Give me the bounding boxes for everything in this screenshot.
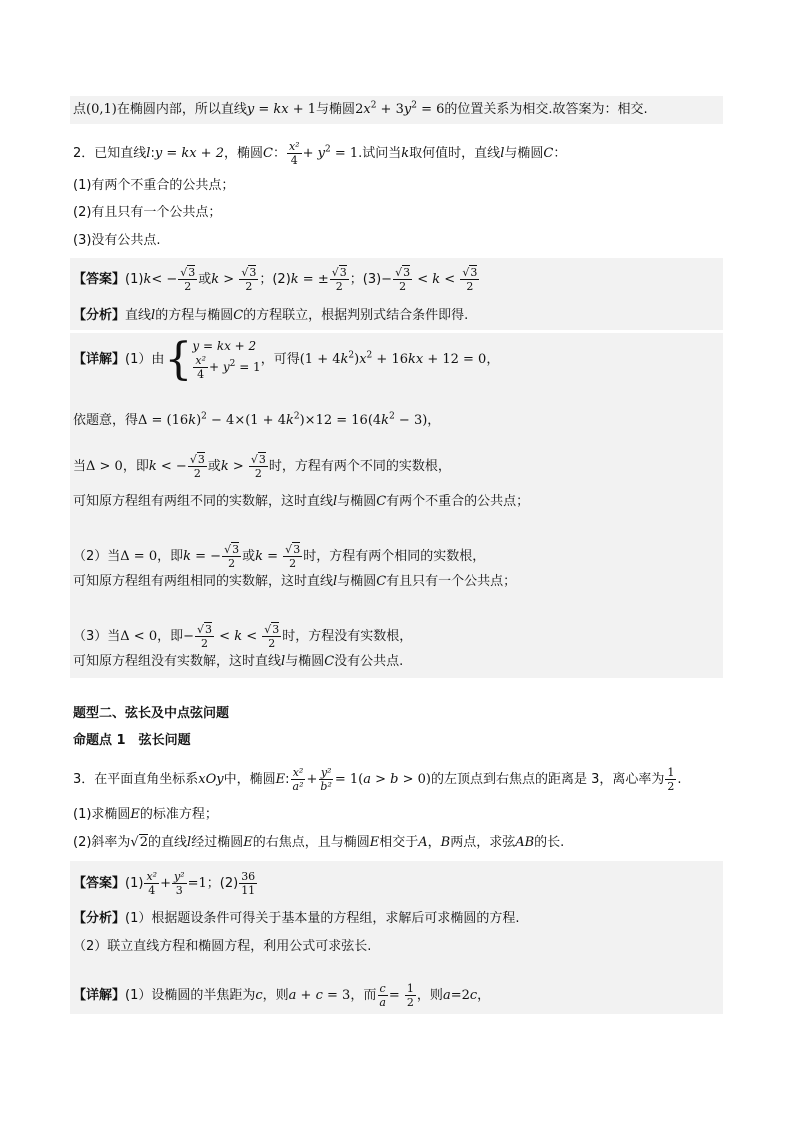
detail-2-line-3: 当Δ > 0，即k < − $\frac{√3}{2}$ 或k > $\frac{√3}{2}$ 时，方程有两个不同的实数根， bbox=[73, 453, 451, 480]
detail-2-line-2: 依题意，得$\Delta = (16k)^2 - 4\times(1 + 4k^2)\times 12 = 16(4k^2 - 3)$， bbox=[73, 411, 441, 428]
detail-3: 【详解】(1）设椭圆的半焦距为c，则a + c = 3，而 $\frac{c}{a}$ = $\frac{1}{2}$ ，则a=2c， bbox=[73, 982, 491, 1009]
detail-2-line-4: 可知原方程组有两组不同的实数解，这时直线l与椭圆C有两个不重合的公共点； bbox=[73, 494, 530, 509]
question-3: 3．在平面直角坐标系xOy中，椭圆E: $\frac{\text{x²}}{\text{a²}}$ + $\frac{\text{y²}}{\text{b²}}$ = 1(a > b > 0)的左顶点到右焦点的距离是 3，离心率为 $\frac{1}{2}$ . bbox=[73, 766, 682, 793]
detail-2-line-1: 【详解】(1）由{ y = kx + 2 $\frac{\text{x²}}{4}$ + $y^2 = 1$ ，可得$(1 + 4k^2)x^2 + 16kx + 12 = 0$， bbox=[73, 333, 500, 385]
detail-2-line-8: 可知原方程组没有实数解，这时直线l与椭圆C没有公共点. bbox=[73, 654, 404, 669]
question-2: 2．已知直线l:y = kx + 2，椭圆C： $\frac{\text{x²}}{4}$ + $y^2 = 1$.试问当k取何值时，直线l与椭圆C： bbox=[73, 140, 567, 167]
answer-2: 【答案】(1)k< − $\frac{√3}{2}$ 或k > $\frac{√3}{2}$ ；(2)k = ± $\frac{√3}{2}$ ；(3)− $\frac{√3}{2}$ < k < $\frac{√3}{2}$ bbox=[73, 266, 478, 293]
detail-2-line-5: （2）当Δ = 0，即k = − $\frac{√3}{2}$ 或k = $\frac{√3}{2}$ 时，方程有两个相同的实数根， bbox=[73, 543, 486, 570]
q2-part-2: (2)有且只有一个公共点； bbox=[73, 205, 222, 220]
q3-part-1: (1)求椭圆E的标准方程； bbox=[73, 807, 218, 822]
detail-2-line-7: （3）当Δ < 0，即− $\frac{√3}{2}$ < k < $\frac{√3}{2}$ 时，方程没有实数根， bbox=[73, 623, 413, 650]
analysis-3-line-2: （2）联立直线方程和椭圆方程，利用公式可求弦长. bbox=[73, 939, 372, 954]
q2-part-3: (3)没有公共点. bbox=[73, 233, 161, 248]
analysis-2: 【分析】直线l的方程与椭圆C的方程联立，根据判别式结合条件即得. bbox=[73, 308, 469, 323]
q2-part-1: (1)有两个不重合的公共点； bbox=[73, 178, 235, 193]
q3-part-2: (2)斜率为√2的直线l经过椭圆E的右焦点，且与椭圆E相交于A，B两点，求弦AB的长. bbox=[73, 835, 565, 850]
prev-line: 点(0,1)在椭圆内部，所以直线y = kx + 1与椭圆$2x^2 + 3y^2 = 6$的位置关系为相交.故答案为：相交. bbox=[73, 100, 648, 117]
detail-2-line-6: 可知原方程组有两组相同的实数解，这时直线l与椭圆C有且只有一个公共点； bbox=[73, 574, 517, 589]
section-subtitle: 命题点 1 弦长问题 bbox=[73, 733, 191, 748]
analysis-3-line-1: 【分析】(1）根据题设条件可得关于基本量的方程组，求解后可求椭圆的方程. bbox=[73, 911, 520, 926]
answer-3: 【答案】(1) $\frac{\text{x²}}{4}$ + $\frac{\text{y²}}{3}$ =1；(2) $\frac{36}{11}$ bbox=[73, 870, 256, 897]
section-title: 题型二、弦长及中点弦问题 bbox=[73, 706, 230, 721]
